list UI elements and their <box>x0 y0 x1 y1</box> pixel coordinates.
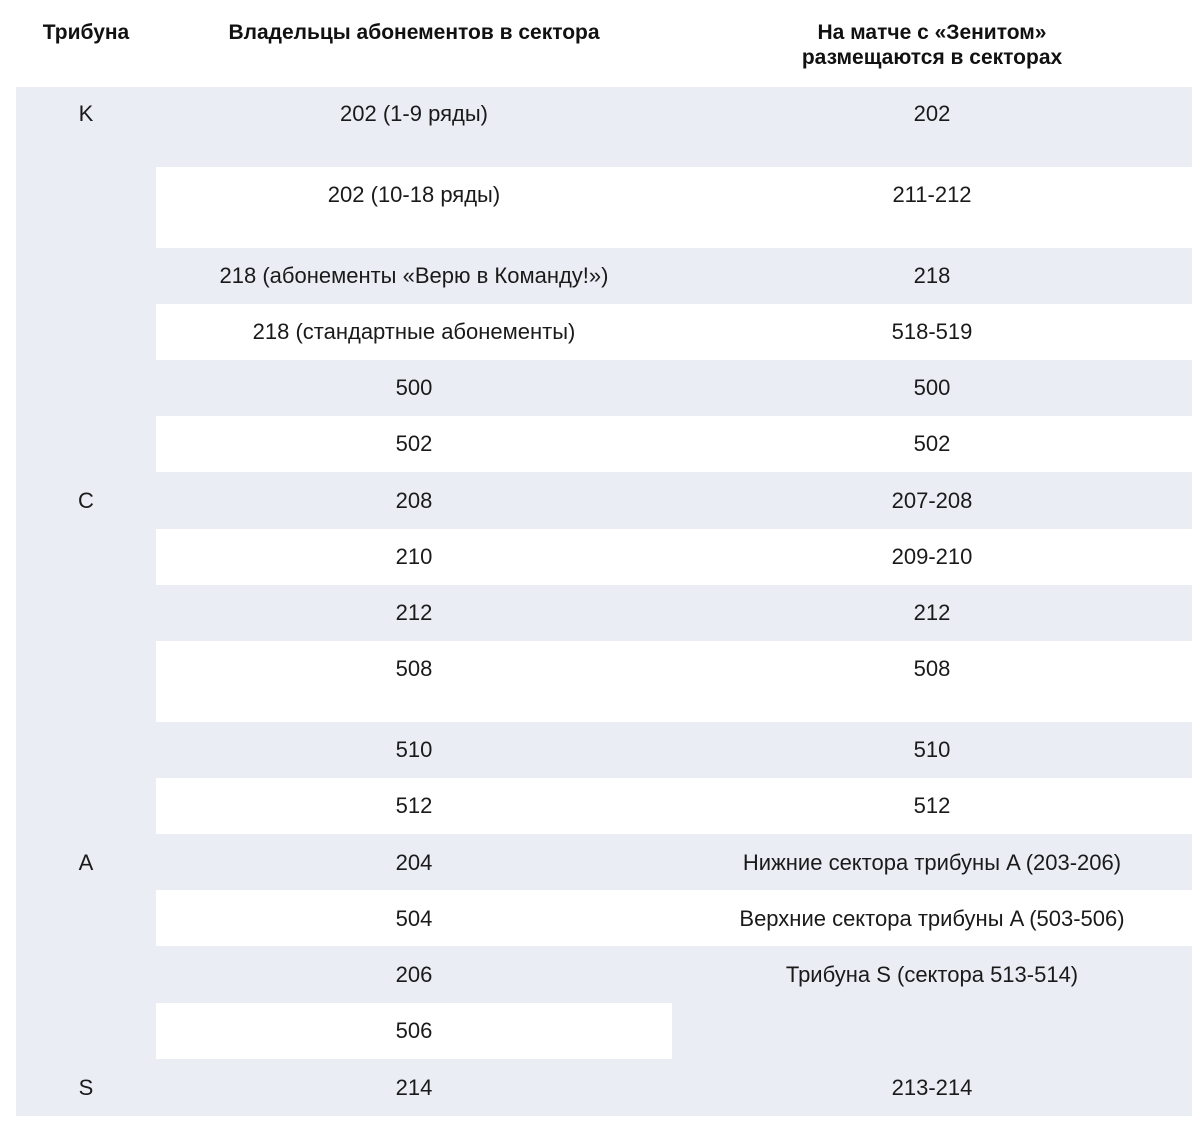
owners-cell: 210 <box>395 544 433 569</box>
header-tribune: Трибуна <box>42 21 130 44</box>
owners-cell: 208 <box>395 488 433 513</box>
match-cell: 209-210 <box>891 544 973 569</box>
owners-cell: 506 <box>395 1018 433 1043</box>
header-match-line2: размещаются в секторах <box>801 46 1063 69</box>
tribune-label-k: K <box>78 101 94 126</box>
owners-cell: 512 <box>395 793 433 818</box>
owners-cell: 510 <box>395 737 433 762</box>
match-cell: 211-212 <box>892 182 972 207</box>
owners-cell: 204 <box>395 850 433 875</box>
tribune-label-s: S <box>78 1075 94 1100</box>
match-cell: 518-519 <box>891 319 973 344</box>
match-cell: 202 <box>913 101 951 126</box>
match-cell: 510 <box>913 737 951 762</box>
header-owners: Владельцы абонементов в сектора <box>228 21 600 44</box>
owners-cell: 218 (абонементы «Верю в Команду!») <box>219 263 609 288</box>
match-cell: Трибуна S (сектора 513-514) <box>785 962 1079 987</box>
match-cell: Нижние сектора трибуны A (203-206) <box>742 850 1122 875</box>
match-cell: 512 <box>913 793 951 818</box>
owners-cell: 508 <box>395 656 433 681</box>
tribune-label-c: C <box>78 488 94 513</box>
header-match-line1: На матче с «Зенитом» <box>817 21 1047 44</box>
owners-cell: 212 <box>395 600 433 625</box>
owners-cell: 214 <box>395 1075 433 1100</box>
header-match <box>672 20 1192 70</box>
tribune-label-a: A <box>78 850 94 875</box>
match-cell: 212 <box>913 600 951 625</box>
owners-cell: 218 (стандартные абонементы) <box>252 319 576 344</box>
match-cell: 213-214 <box>891 1075 973 1100</box>
match-cell: 218 <box>913 263 951 288</box>
owners-cell: 500 <box>395 375 433 400</box>
match-cell: 500 <box>913 375 951 400</box>
match-cell: 508 <box>913 656 951 681</box>
match-cell: 502 <box>913 431 951 456</box>
owners-cell: 206 <box>395 962 433 987</box>
owners-cell: 504 <box>395 906 433 931</box>
match-cell: Верхние сектора трибуны A (503-506) <box>739 906 1125 931</box>
owners-cell: 502 <box>395 431 433 456</box>
match-cell: 207-208 <box>891 488 973 513</box>
owners-cell: 202 (10-18 ряды) <box>327 182 501 207</box>
owners-cell: 202 (1-9 ряды) <box>340 101 488 126</box>
